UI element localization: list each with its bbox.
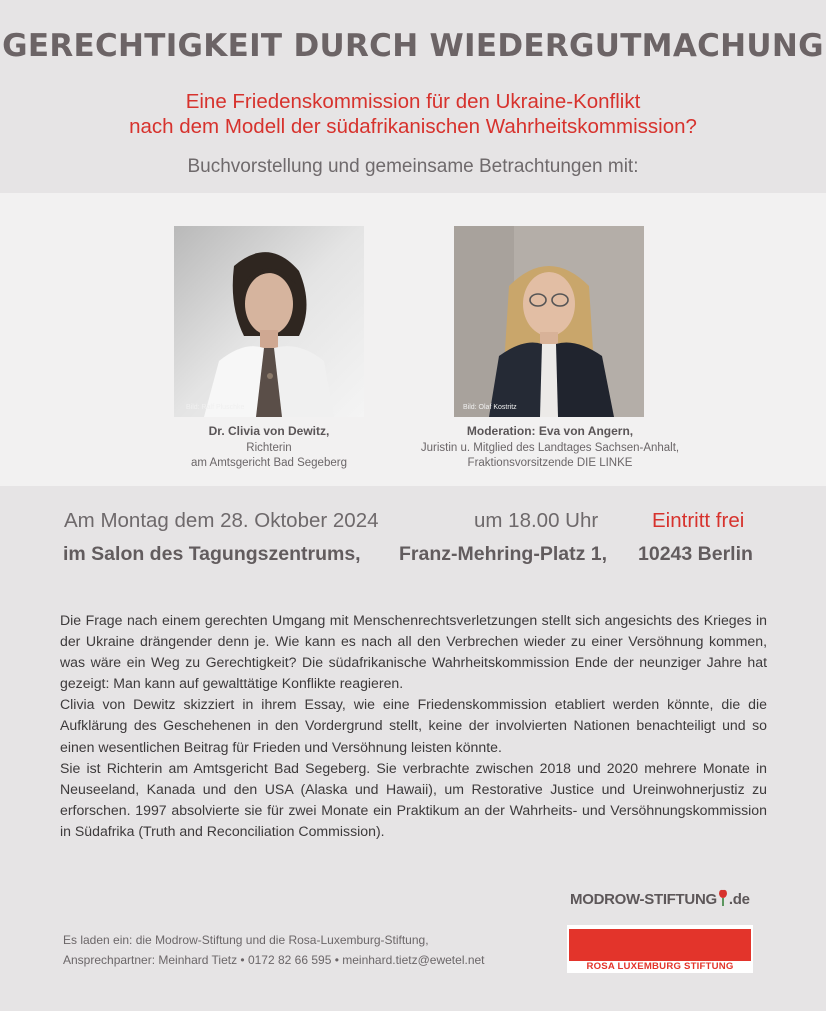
speaker2-role-1: Juristin u. Mitglied des Landtages Sachsen-Anhalt,: [420, 441, 680, 454]
event-street: Franz-Mehring-Platz 1,: [399, 543, 608, 565]
photo-credit-1: Bild: Ralf Pluschke: [186, 404, 245, 411]
page-title: GERECHTIGKEIT DURCH WIEDERGUTMACHUNG: [2, 28, 824, 64]
rosa-logo-bar: [569, 929, 751, 961]
speaker-caption-1: [154, 424, 384, 472]
speaker2-role-2: Fraktionsvorsitzende DIE LINKE: [467, 457, 633, 469]
subtitle-line-2: nach dem Modell der südafrikanischen Wahrheitskommission?: [129, 115, 697, 138]
speaker-photo-clivia: [174, 226, 364, 417]
modrow-logo-suffix: .de: [728, 891, 750, 908]
invite-line-1: Es laden ein: die Modrow-Stiftung und die Rosa-Luxemburg-Stiftung,: [63, 933, 429, 947]
rosa-luxemburg-logo: [567, 925, 753, 973]
description-paragraph-1: Die Frage nach einem gerechten Umgang mit Menschenrechtsverletzungen stellt sich angesichts des Krieges in der Ukraine drängender denn je. Wie kann es nach all den Verbrechen wieder zu einer Versöhnung kommen, was wäre ein Weg zu Gerechtigkeit? Die südafrikanische Wahrheitskommission Ende der neunziger Jahre hat gezeigt: Man kann auf gewalttätige Konflikte reagieren.: [60, 612, 767, 692]
subtitle-line-1: Eine Friedenskommission für den Ukraine-Konflikt: [185, 90, 641, 113]
flower-icon: [718, 888, 728, 906]
speaker-caption-2: [389, 424, 711, 472]
intro-text: Buchvorstellung und gemeinsame Betrachtungen mit:: [187, 156, 639, 177]
speaker-name-2: Moderation: Eva von Angern,: [466, 424, 634, 438]
event-venue: im Salon des Tagungszentrums,: [63, 543, 361, 565]
rosa-logo-text: ROSA LUXEMBURG STIFTUNG: [586, 961, 734, 972]
speaker-role-1: Richterin: [246, 441, 292, 454]
event-admission: Eintritt frei: [652, 509, 745, 532]
invitation-footer: [63, 930, 485, 970]
speaker-name-1: Dr. Clivia von Dewitz,: [208, 424, 330, 438]
modrow-stiftung-logo: [570, 888, 750, 908]
speaker-role-2: am Amtsgericht Bad Segeberg: [191, 457, 347, 469]
modrow-logo-text: MODROW-STIFTUNG: [570, 891, 717, 908]
photo-credit-2: Bild: Olaf Kostritz: [463, 404, 517, 411]
event-date: Am Montag dem 28. Oktober 2024: [64, 509, 379, 532]
speaker-photo-eva: [454, 226, 644, 417]
event-city: 10243 Berlin: [638, 543, 753, 565]
description-paragraph-2: Clivia von Dewitz skizziert in ihrem Essay, wie eine Friedenskommission etabliert werden könnte, die die Aufklärung des Geschehenen in den Vordergrund stellt, keine der involvierten Nationen benachteiligt und so einen wesentlichen Beitrag für Frieden und Versöhnung leisten könnte.: [60, 696, 767, 755]
event-description: [60, 610, 767, 842]
event-time: um 18.00 Uhr: [474, 509, 599, 532]
invite-line-2: Ansprechpartner: Meinhard Tietz • 0172 82 66 595 • meinhard.tietz@ewetel.net: [63, 953, 485, 967]
description-paragraph-3: Sie ist Richterin am Amtsgericht Bad Segeberg. Sie verbrachte zwischen 2018 und 2020 mehrere Monate in Neuseeland, Kanada und den USA (Alaska und Hawaii), um Restorative Justice und Ureinwohnerjustiz zu erforschen. 1997 absolvierte sie für zwei Monate ein Praktikum an der Wahrheits- und Versöhnungskommission in Südafrika (Truth and Reconciliation Commission).: [60, 759, 767, 839]
subtitle: [0, 89, 826, 139]
